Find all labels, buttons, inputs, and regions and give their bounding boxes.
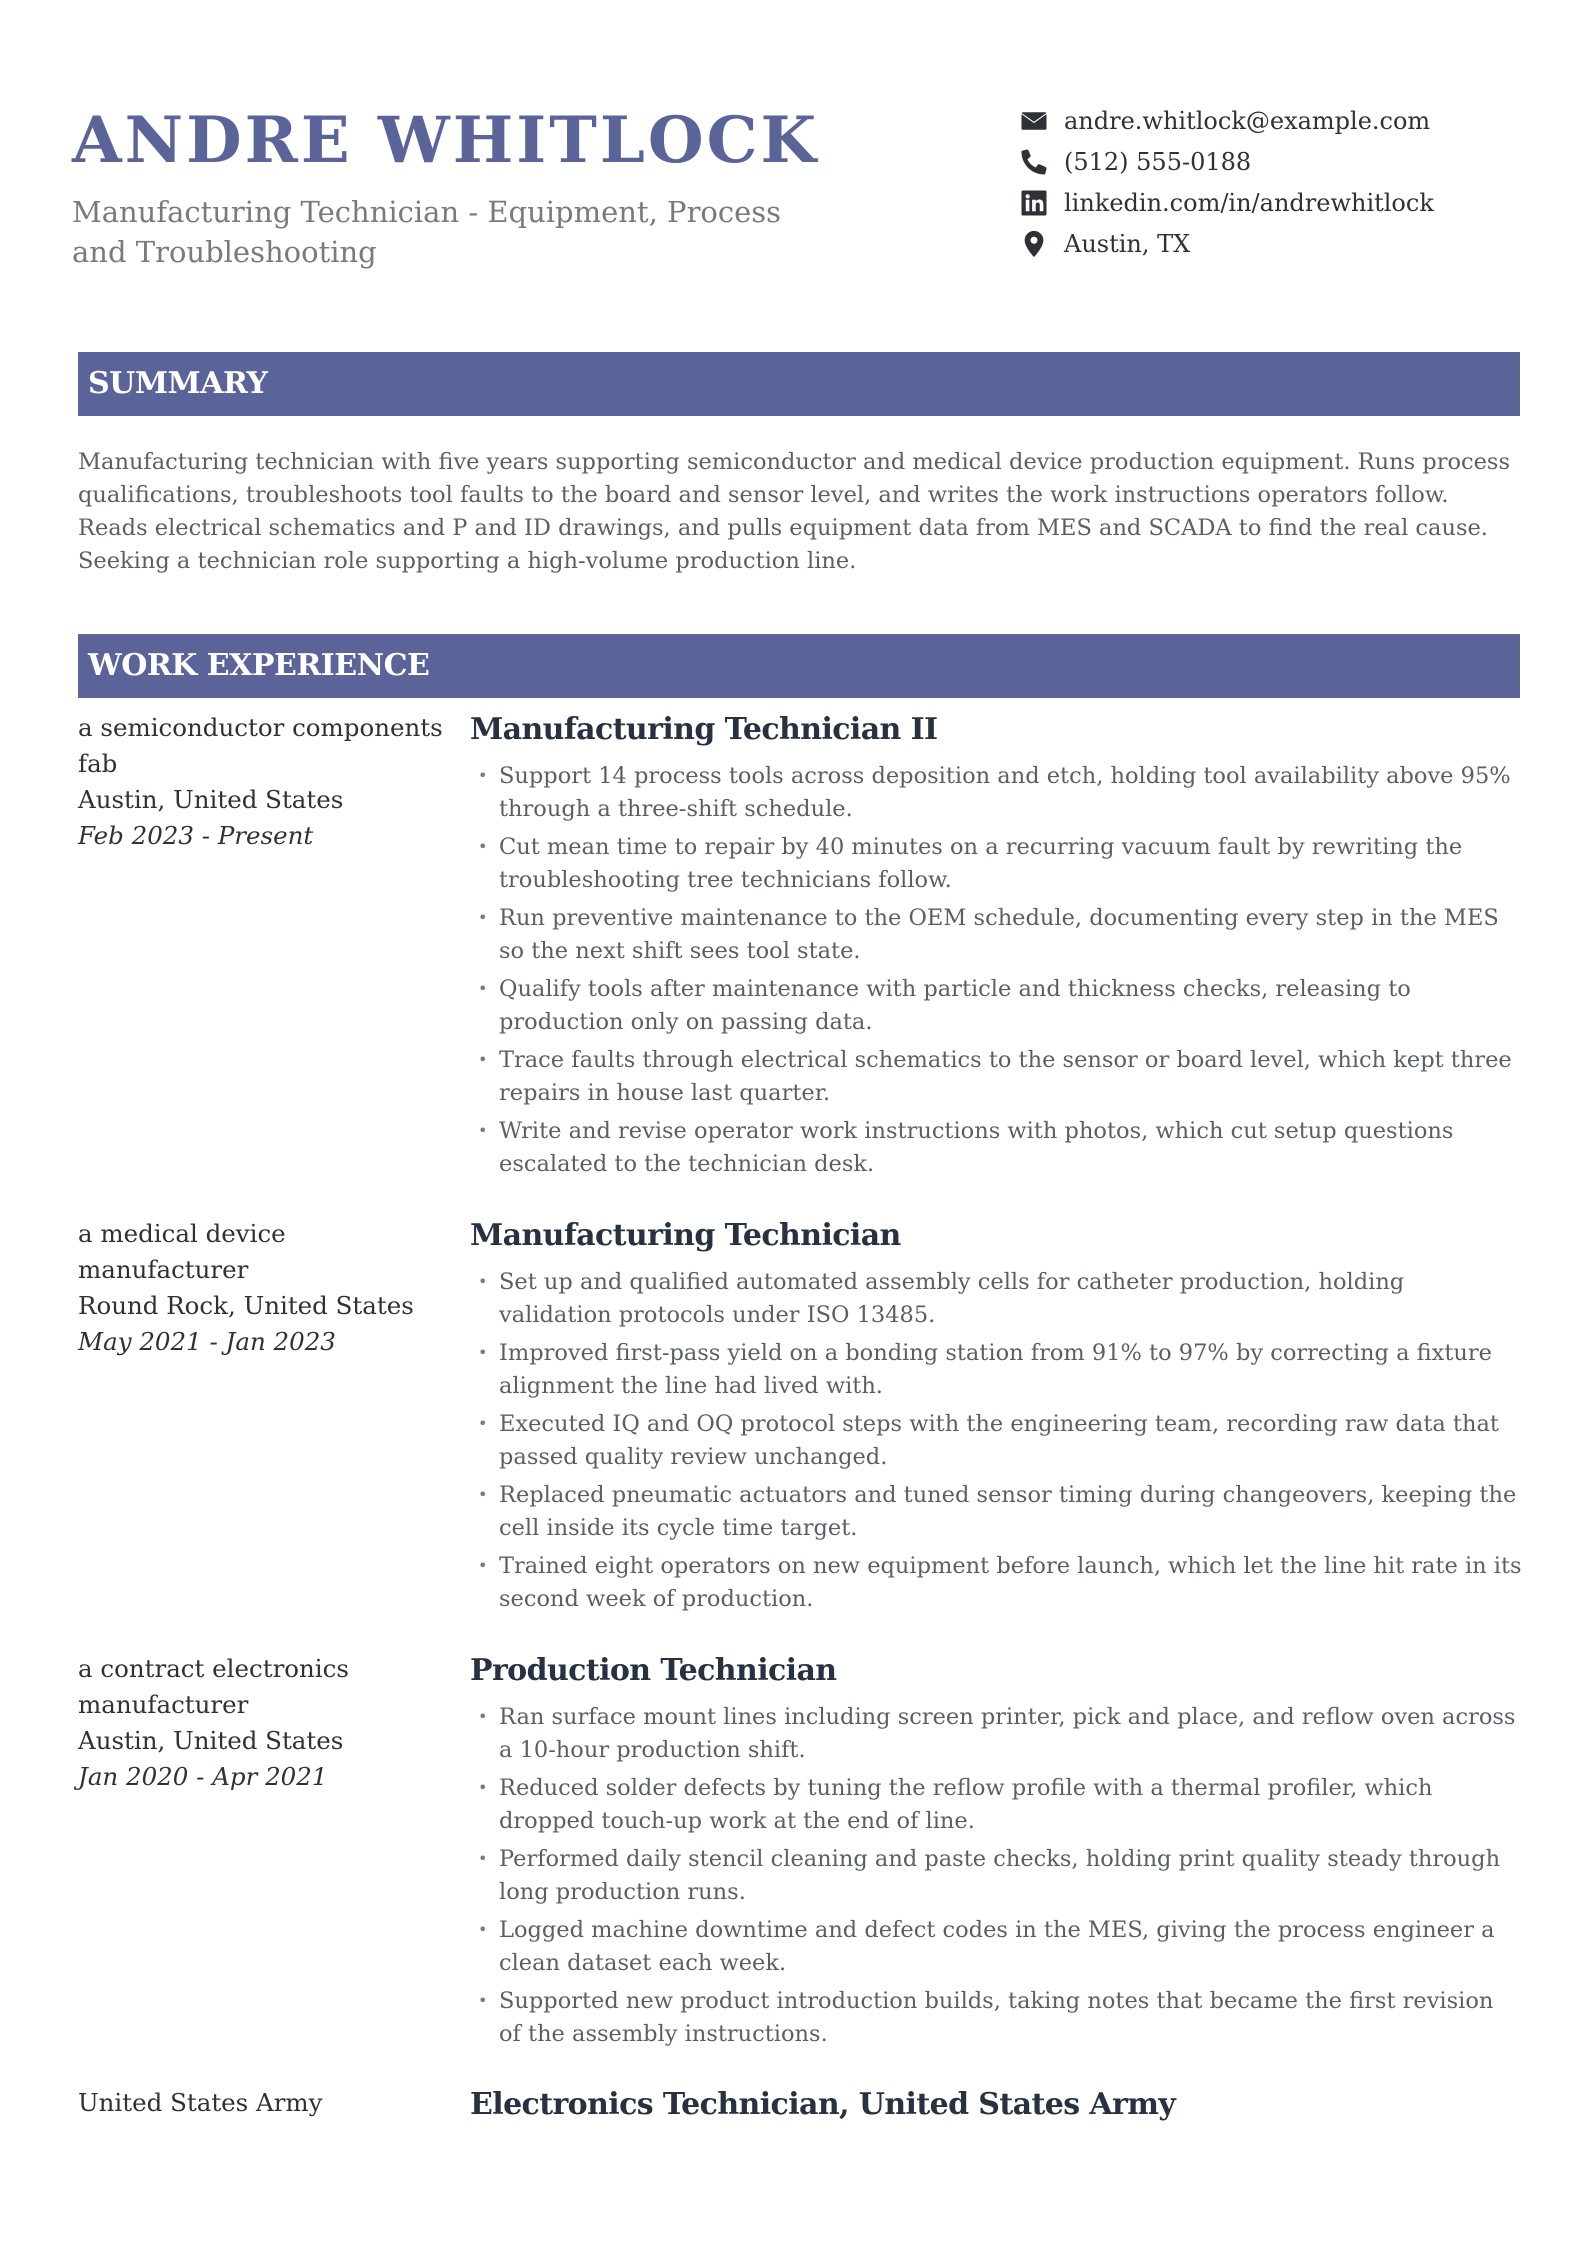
- job-title: Production Technician: [470, 1653, 837, 1688]
- phone-text: (512) 555-0188: [1064, 147, 1252, 176]
- summary-text: Manufacturing technician with five years supporting semiconductor and medical device production equipment. Runs process qualifications, troubleshoots tool faults to the board and sensor level, and writes the work instructions operators follow. Reads electrical schematics and P and ID drawings, and pulls equipment data from MES and SCADA to find the real cause. Seeking a technician role supporting a high-volume production line.: [78, 449, 1511, 574]
- job-bullet: • Logged machine downtime and defect codes in the MES, giving the process engineer a clean dataset each week.: [470, 1914, 1522, 1979]
- job-bullet: • Ran surface mount lines including screen printer, pick and place, and reflow oven across a 10-hour production shift.: [470, 1701, 1522, 1766]
- job-company: a semiconductor components fab: [78, 713, 443, 778]
- candidate-headline: Manufacturing Technician - Equipment, Process and Troubleshooting: [72, 195, 782, 269]
- job-title: Manufacturing Technician: [470, 1218, 901, 1253]
- job-bullet: • Performed daily stencil cleaning and paste checks, holding print quality steady through long production runs.: [470, 1843, 1522, 1908]
- work-experience-heading: WORK EXPERIENCE: [78, 634, 1520, 698]
- job-dates: Jan 2020 - Apr 2021: [78, 1762, 328, 1791]
- job-bullet: • Cut mean time to repair by 40 minutes on a recurring vacuum fault by rewriting the troubleshooting tree technicians follow.: [470, 831, 1522, 896]
- job-location: Round Rock, United States: [78, 1291, 414, 1320]
- job-dates: May 2021 - Jan 2023: [78, 1327, 336, 1356]
- job-bullet: • Run preventive maintenance to the OEM schedule, documenting every step in the MES so the next shift sees tool state.: [470, 902, 1522, 967]
- location-pin-icon: [1018, 228, 1050, 260]
- job-bullet: • Trace faults through electrical schematics to the sensor or board level, which kept three repairs in house last quarter.: [470, 1044, 1522, 1109]
- job-bullets: [470, 1701, 1522, 2050]
- job-details: [470, 1651, 1522, 2056]
- job-bullet: • Trained eight operators on new equipment before launch, which let the line hit rate in its second week of production.: [470, 1550, 1522, 1615]
- job-location: Austin, United States: [78, 1726, 344, 1755]
- job-company: United States Army: [78, 2088, 323, 2117]
- job-location: Austin, United States: [78, 785, 344, 814]
- job-meta: [78, 2085, 448, 2121]
- job-details: [470, 710, 1522, 1186]
- job-details: [470, 2085, 1522, 2135]
- contact-linkedin[interactable]: [1018, 182, 1558, 223]
- job-meta: [78, 1216, 448, 1360]
- job-details: [470, 1216, 1522, 1621]
- job-bullets: [470, 760, 1522, 1180]
- job-title: Manufacturing Technician II: [470, 712, 938, 747]
- job-bullet: • Support 14 process tools across deposition and etch, holding tool availability above 95% through a three-shift schedule.: [470, 760, 1522, 825]
- job-bullet: • Write and revise operator work instructions with photos, which cut setup questions escalated to the technician desk.: [470, 1115, 1522, 1180]
- job-bullet: • Improved first-pass yield on a bonding station from 91% to 97% by correcting a fixture alignment the line had lived with.: [470, 1337, 1522, 1402]
- job-bullet: • Replaced pneumatic actuators and tuned sensor timing during changeovers, keeping the cell inside its cycle time target.: [470, 1479, 1522, 1544]
- job-bullet: • Set up and qualified automated assembly cells for catheter production, holding validation protocols under ISO 13485.: [470, 1266, 1522, 1331]
- job-bullet: • Supported new product introduction builds, taking notes that became the first revision of the assembly instructions.: [470, 1985, 1522, 2050]
- summary-heading: SUMMARY: [78, 352, 1520, 416]
- job-meta: [78, 1651, 448, 1795]
- job-bullet: • Reduced solder defects by tuning the reflow profile with a thermal profiler, which dropped touch-up work at the end of line.: [470, 1772, 1522, 1837]
- candidate-name: ANDRE WHITLOCK: [72, 103, 820, 178]
- location-text: Austin, TX: [1064, 229, 1191, 258]
- contact-block: [1018, 100, 1558, 264]
- contact-email[interactable]: [1018, 100, 1558, 141]
- phone-icon: [1018, 146, 1050, 178]
- job-company: a medical device manufacturer: [78, 1219, 286, 1284]
- linkedin-text: linkedin.com/in/andrewhitlock: [1064, 188, 1434, 217]
- job-bullet: • Executed IQ and OQ protocol steps with the engineering team, recording raw data that passed quality review unchanged.: [470, 1408, 1522, 1473]
- job-dates: Feb 2023 - Present: [78, 821, 314, 850]
- job-bullets: [470, 1266, 1522, 1615]
- linkedin-icon: [1018, 187, 1050, 219]
- envelope-icon: [1018, 105, 1050, 137]
- job-bullet: • Qualify tools after maintenance with particle and thickness checks, releasing to production only on passing data.: [470, 973, 1522, 1038]
- contact-phone[interactable]: [1018, 141, 1558, 182]
- job-meta: [78, 710, 448, 854]
- job-company: a contract electronics manufacturer: [78, 1654, 349, 1719]
- email-text: andre.whitlock@example.com: [1064, 106, 1431, 135]
- contact-location: [1018, 223, 1558, 264]
- job-title: Electronics Technician, United States Army: [470, 2087, 1176, 2122]
